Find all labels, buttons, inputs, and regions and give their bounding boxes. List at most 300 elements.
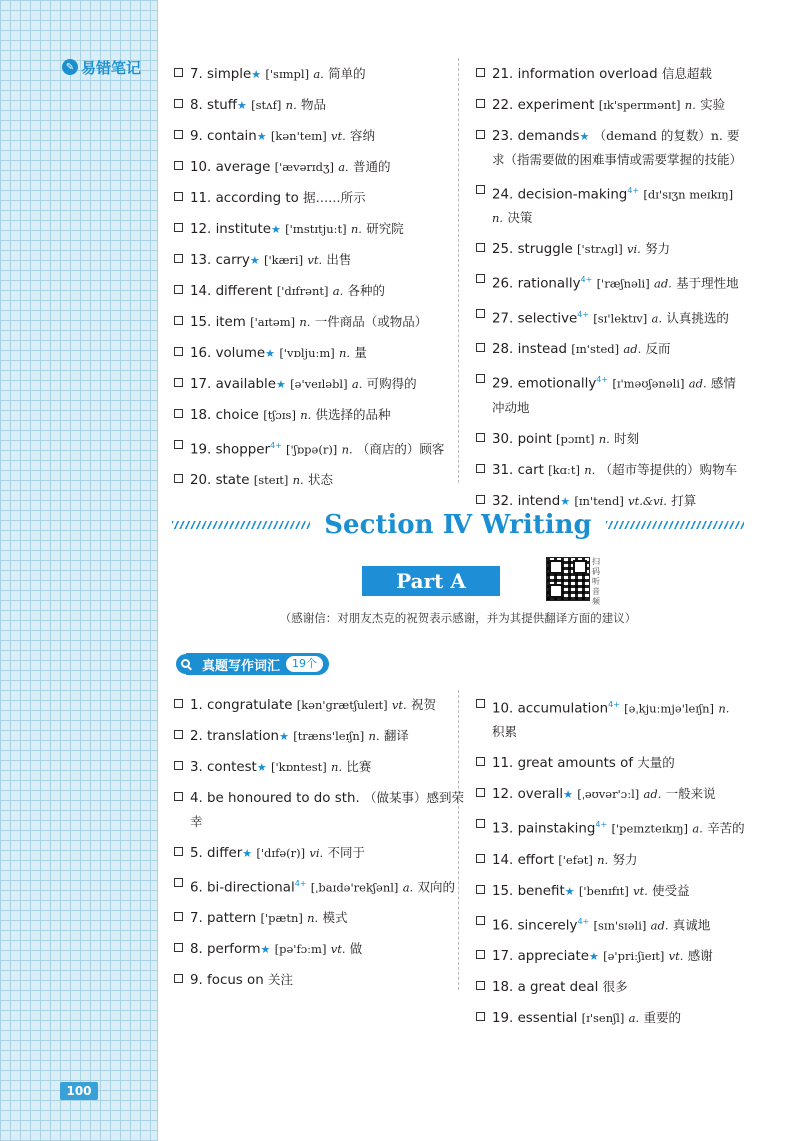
entry-phonetic: ['vɒljuːm]: [279, 346, 335, 360]
entry-word: differ: [207, 846, 243, 861]
checkbox-icon[interactable]: [174, 347, 183, 356]
word-entry: [174, 906, 464, 930]
entry-number: 10.: [492, 701, 514, 717]
checkbox-icon[interactable]: [476, 981, 485, 990]
entry-meaning: 各种的: [347, 283, 386, 298]
entry-part-of-speech: n.: [492, 211, 504, 226]
entry-meaning: 实验: [700, 97, 726, 112]
entry-number: 11.: [190, 191, 212, 206]
entry-part-of-speech: a.: [332, 284, 344, 298]
word-entry: [476, 427, 746, 451]
checkbox-icon[interactable]: [476, 819, 485, 828]
entry-phonetic: ['kɒntest]: [270, 760, 327, 774]
entry-phonetic: ['efət]: [558, 852, 593, 867]
entry-phonetic: [ɪk'sperɪmənt]: [598, 98, 681, 112]
entry-phonetic: [træns'leɪʃn]: [293, 729, 365, 743]
checkbox-icon[interactable]: [476, 68, 485, 77]
entry-word: choice: [215, 408, 259, 423]
entry-word: cart: [517, 462, 544, 478]
entry-word: volume: [215, 346, 266, 361]
word-entry: [476, 848, 746, 872]
entry-number: 17.: [492, 949, 514, 965]
entry-word: focus on: [207, 973, 264, 989]
entry-phonetic: ['benɪfɪt]: [578, 883, 629, 898]
entry-meaning: 做: [349, 941, 363, 957]
checkbox-icon[interactable]: [174, 878, 183, 887]
entry-part-of-speech: a.: [692, 821, 703, 836]
entry-number: 3.: [190, 760, 203, 775]
checkbox-icon[interactable]: [174, 378, 183, 387]
entry-number: 9.: [190, 973, 203, 989]
entry-phonetic: ['dɪfrənt]: [276, 284, 329, 298]
heading-rule-left: [172, 521, 310, 529]
checkbox-icon[interactable]: [476, 243, 485, 252]
entry-meaning: 努力: [612, 851, 638, 867]
entry-meaning: 使受益: [652, 882, 690, 898]
checkbox-icon[interactable]: [476, 274, 485, 283]
checkbox-icon[interactable]: [174, 130, 183, 139]
checkbox-icon[interactable]: [476, 788, 485, 797]
entry-word: be honoured to do sth.: [207, 791, 360, 806]
entry-meaning: （超市等提供的）购物车: [599, 461, 738, 477]
vocab-title: 真题写作词汇: [202, 658, 281, 674]
checkbox-icon[interactable]: [174, 474, 183, 483]
entry-part-of-speech: ad.: [650, 918, 669, 933]
entry-meaning: 供选择的品种: [315, 407, 391, 422]
entry-word: overall: [517, 787, 564, 803]
entry-phonetic: [əˌkjuːmjə'leɪʃn]: [624, 701, 715, 716]
section-title: Section Ⅳ Writing: [324, 510, 592, 540]
entry-phonetic: ['kæri]: [263, 253, 304, 267]
entry-number: 18.: [190, 408, 212, 423]
entry-phonetic: [kən'grætʃuleɪt]: [296, 698, 388, 712]
entry-number: 12.: [492, 787, 514, 803]
checkbox-icon[interactable]: [476, 309, 485, 318]
entry-meaning: 模式: [322, 910, 348, 926]
frequency-mark-icon: 4+: [577, 916, 590, 926]
entry-number: 4.: [190, 791, 203, 806]
entry-phonetic: [ɪ'məʊʃənəli]: [612, 376, 685, 391]
entry-part-of-speech: n.: [300, 408, 312, 422]
word-entry: [174, 341, 464, 365]
search-icon: [176, 654, 196, 674]
entry-part-of-speech: a.: [628, 1011, 640, 1026]
entry-word: rationally: [517, 276, 581, 292]
entry-word: institute: [215, 222, 271, 237]
important-star-icon: ★: [242, 847, 253, 860]
entry-part-of-speech: vt.: [307, 253, 323, 267]
word-entry: [174, 124, 464, 148]
bottom-left-word-list: [174, 693, 464, 999]
checkbox-icon[interactable]: [476, 885, 485, 894]
entry-phonetic: ['dɪfə(r)]: [256, 846, 306, 860]
entry-phonetic: [kən'teɪn]: [270, 129, 327, 143]
entry-part-of-speech: n.: [341, 442, 353, 457]
entry-number: 19.: [190, 442, 212, 458]
word-entry: [476, 237, 746, 261]
word-entry: [174, 186, 464, 210]
entry-meaning: 可购得的: [366, 376, 417, 391]
checkbox-icon[interactable]: [476, 374, 485, 383]
frequency-mark-icon: 4+: [595, 820, 608, 830]
entry-part-of-speech: n.: [684, 98, 696, 112]
word-entry: [476, 337, 746, 361]
entry-word: emotionally: [517, 376, 597, 392]
entry-word: essential: [517, 1011, 578, 1027]
checkbox-icon[interactable]: [476, 130, 485, 139]
entry-number: 7.: [190, 911, 203, 927]
important-star-icon: ★: [579, 130, 590, 143]
entry-meaning: 一般来说: [665, 786, 716, 802]
entry-phonetic: ['ʃɒpə(r)]: [286, 442, 338, 457]
checkbox-icon[interactable]: [174, 316, 183, 325]
top-right-word-list: [476, 62, 746, 520]
entry-part-of-speech: ad.: [688, 376, 707, 391]
entry-part-of-speech: a.: [338, 160, 349, 174]
word-entry: [174, 786, 464, 834]
entry-meaning: 努力: [645, 241, 671, 257]
word-entry: [476, 944, 746, 968]
entry-meaning: 不同于: [327, 845, 365, 860]
entry-meaning: （demand 的复数）n. 要求（指需要做的困难事情或需要掌握的技能）: [492, 128, 743, 167]
checkbox-icon[interactable]: [174, 730, 183, 739]
entry-part-of-speech: ad.: [653, 276, 672, 291]
entry-word: item: [215, 315, 246, 330]
notes-margin-grid: [0, 0, 158, 1141]
entry-word: a great deal: [517, 980, 599, 996]
entry-part-of-speech: vt.: [633, 883, 648, 898]
entry-part-of-speech: ad.: [623, 342, 642, 357]
entry-number: 10.: [190, 160, 212, 175]
word-entry: [174, 724, 464, 748]
entry-number: 2.: [190, 729, 203, 744]
important-star-icon: ★: [265, 347, 276, 360]
notes-logo-text: 易错笔记: [81, 58, 142, 77]
entry-phonetic: [ɪn'tend]: [574, 493, 624, 508]
entry-phonetic: ['sɪmpl]: [265, 67, 310, 81]
vocab-header: [176, 653, 329, 675]
entry-number: 21.: [492, 67, 514, 82]
entry-word: bi-directional: [207, 880, 295, 896]
entry-number: 29.: [492, 376, 514, 392]
entry-part-of-speech: vt.&vi.: [628, 493, 667, 508]
entry-part-of-speech: n.: [299, 315, 311, 329]
checkbox-icon[interactable]: [174, 99, 183, 108]
entry-word: experiment: [517, 98, 595, 113]
word-entry: [476, 751, 746, 775]
entry-phonetic: [steɪt]: [253, 473, 289, 488]
word-entry: [174, 841, 464, 865]
checkbox-icon[interactable]: [174, 974, 183, 983]
word-entry: [476, 303, 746, 330]
entry-phonetic: [stʌf]: [251, 98, 282, 112]
entry-phonetic: ['aɪtəm]: [250, 315, 296, 329]
qr-code-icon[interactable]: [546, 557, 590, 601]
entry-phonetic: [dɪ'sɪʒn meɪkɪŋ]: [643, 187, 734, 202]
entry-meaning: 普通的: [352, 159, 391, 174]
word-entry: [174, 62, 464, 86]
frequency-mark-icon: 4+: [580, 275, 593, 285]
entry-word: congratulate: [207, 698, 293, 713]
pen-circle-icon: ✎: [62, 59, 78, 75]
checkbox-icon[interactable]: [174, 223, 183, 232]
entry-number: 13.: [190, 253, 212, 268]
entry-part-of-speech: n.: [584, 462, 596, 477]
checkbox-icon[interactable]: [476, 433, 485, 442]
column-divider: [458, 690, 459, 990]
important-star-icon: ★: [256, 130, 267, 143]
entry-meaning: （做某事）感到荣幸: [190, 790, 464, 829]
word-entry: [174, 403, 464, 427]
entry-number: 8.: [190, 942, 203, 958]
entry-word: perform: [207, 942, 261, 958]
word-entry: [476, 975, 746, 999]
entry-part-of-speech: vi.: [626, 242, 641, 257]
entry-meaning: 翻译: [383, 728, 409, 743]
entry-part-of-speech: n.: [718, 701, 730, 716]
section-heading: [172, 505, 744, 545]
entry-meaning: 重要的: [643, 1010, 681, 1026]
entry-part-of-speech: a.: [351, 377, 363, 391]
entry-word: stuff: [207, 98, 237, 113]
entry-meaning: 状态: [307, 472, 333, 488]
entry-meaning: 一件商品（或物品）: [314, 314, 428, 329]
entry-meaning: 大量的: [637, 755, 675, 771]
entry-part-of-speech: n.: [350, 222, 362, 236]
entry-word: simple: [207, 67, 252, 82]
word-entry: [476, 179, 746, 230]
word-entry: [476, 910, 746, 937]
entry-phonetic: [ɪn'sted]: [571, 342, 620, 357]
checkbox-icon[interactable]: [174, 792, 183, 801]
entry-number: 26.: [492, 276, 514, 292]
entry-phonetic: [sɪn'sɪəli]: [593, 918, 647, 933]
checkbox-icon[interactable]: [476, 757, 485, 766]
word-entry: [476, 693, 746, 744]
entry-meaning: 基于理性地: [676, 275, 739, 291]
checkbox-icon[interactable]: [174, 761, 183, 770]
important-star-icon: ★: [560, 494, 571, 508]
frequency-mark-icon: 4+: [608, 700, 620, 709]
entry-meaning: 打算: [671, 492, 697, 508]
entry-phonetic: ['strʌgl]: [577, 242, 623, 257]
entry-number: 30.: [492, 431, 514, 447]
checkbox-icon[interactable]: [476, 99, 485, 108]
entry-phonetic: [tʃɔɪs]: [263, 408, 296, 422]
entry-meaning: 关注: [267, 972, 293, 988]
entry-number: 15.: [492, 883, 514, 899]
word-entry: [174, 155, 464, 179]
entry-number: 31.: [492, 462, 514, 478]
entry-part-of-speech: n.: [339, 346, 351, 360]
entry-word: pattern: [207, 911, 257, 927]
entry-phonetic: [ɪ'senʃl]: [581, 1011, 625, 1026]
checkbox-icon[interactable]: [476, 699, 485, 708]
entry-number: 9.: [190, 129, 203, 144]
entry-phonetic: [ə'priːʃieɪt]: [603, 949, 665, 964]
checkbox-icon[interactable]: [174, 192, 183, 201]
checkbox-icon[interactable]: [476, 343, 485, 352]
entry-phonetic: [ə'veɪləbl]: [290, 377, 348, 391]
qr-label: 扫码听音频: [592, 557, 600, 606]
entry-number: 24.: [492, 187, 514, 203]
entry-word: translation: [207, 729, 280, 744]
word-entry: [174, 872, 464, 899]
important-star-icon: ★: [564, 884, 575, 898]
entry-number: 27.: [492, 311, 514, 327]
entry-word: instead: [517, 342, 567, 358]
important-star-icon: ★: [256, 761, 267, 774]
entry-number: 28.: [492, 342, 514, 358]
important-star-icon: ★: [589, 950, 599, 964]
checkbox-icon[interactable]: [174, 943, 183, 952]
entry-part-of-speech: a.: [313, 67, 324, 81]
checkbox-icon[interactable]: [174, 161, 183, 170]
entry-number: 11.: [492, 756, 514, 772]
entry-meaning: 简单的: [328, 66, 366, 81]
word-entry: [174, 468, 464, 492]
entry-word: benefit: [517, 883, 565, 899]
checkbox-icon[interactable]: [174, 285, 183, 294]
entry-meaning: 祝贺: [410, 697, 436, 712]
entry-number: 22.: [492, 98, 514, 113]
entry-part-of-speech: n.: [331, 760, 343, 774]
entry-number: 14.: [190, 284, 212, 299]
entry-number: 16.: [190, 346, 212, 361]
checkbox-icon[interactable]: [476, 1012, 485, 1021]
entry-word: carry: [215, 253, 250, 268]
entry-number: 19.: [492, 1011, 514, 1027]
entry-word: selective: [517, 311, 578, 327]
checkbox-icon[interactable]: [174, 912, 183, 921]
checkbox-icon[interactable]: [174, 699, 183, 708]
entry-phonetic: ['ræʃnəli]: [596, 276, 650, 291]
frequency-mark-icon: 4+: [596, 375, 609, 385]
entry-number: 32.: [492, 493, 514, 509]
entry-part-of-speech: vt.: [668, 949, 684, 964]
entry-word: appreciate: [517, 949, 589, 965]
checkbox-icon[interactable]: [476, 495, 485, 504]
entry-number: 25.: [492, 242, 514, 258]
entry-meaning: 容纳: [350, 128, 376, 143]
entry-word: demands: [517, 129, 580, 144]
entry-number: 1.: [190, 698, 203, 713]
word-entry: [476, 813, 746, 840]
entry-part-of-speech: vt.: [391, 698, 407, 712]
entry-part-of-speech: ad.: [643, 787, 662, 802]
column-divider: [458, 58, 459, 483]
word-entry: [476, 1006, 746, 1030]
checkbox-icon[interactable]: [174, 440, 183, 449]
word-entry: [476, 458, 746, 482]
entry-meaning: 真诚地: [672, 917, 711, 933]
important-star-icon: ★: [260, 943, 271, 957]
important-star-icon: ★: [279, 730, 289, 743]
entry-part-of-speech: vt.: [331, 129, 346, 143]
entry-meaning: （商店的）顾客: [356, 441, 445, 457]
word-entry: [174, 968, 464, 992]
important-star-icon: ★: [249, 254, 260, 267]
word-entry: [476, 93, 746, 117]
word-entry: [174, 217, 464, 241]
entry-phonetic: ['ævərɪdʒ]: [274, 160, 334, 174]
word-entry: [174, 310, 464, 334]
entry-part-of-speech: n.: [368, 729, 380, 743]
heading-rule-right: [606, 521, 744, 529]
notes-logo: [62, 58, 141, 76]
word-entry: [174, 279, 464, 303]
entry-phonetic: [pə'fɔːm]: [274, 942, 327, 957]
entry-phonetic: [pɔɪnt]: [555, 431, 595, 446]
entry-meaning: 量: [354, 345, 367, 360]
entry-meaning: 决策: [507, 210, 533, 226]
checkbox-icon[interactable]: [174, 68, 183, 77]
entry-meaning: 据……所示: [303, 190, 366, 205]
checkbox-icon[interactable]: [476, 464, 485, 473]
checkbox-icon[interactable]: [476, 854, 485, 863]
entry-meaning: 感谢: [687, 948, 713, 964]
entry-number: 23.: [492, 129, 514, 144]
entry-meaning: 反而: [645, 341, 671, 357]
entry-phonetic: ['peɪnzteɪkɪŋ]: [611, 821, 689, 836]
word-entry: [174, 248, 464, 272]
entry-part-of-speech: n.: [285, 98, 297, 112]
entry-number: 17.: [190, 377, 212, 392]
entry-word: point: [517, 431, 552, 447]
entry-part-of-speech: a.: [402, 880, 414, 895]
frequency-mark-icon: 4+: [577, 309, 590, 319]
entry-number: 20.: [190, 473, 212, 489]
entry-meaning: 比赛: [346, 759, 372, 774]
entry-number: 18.: [492, 980, 514, 996]
entry-phonetic: [kɑːt]: [548, 462, 580, 477]
entry-meaning: 信息超载: [661, 66, 712, 81]
entry-word: available: [215, 377, 277, 392]
entry-number: 13.: [492, 821, 514, 837]
entry-word: average: [215, 160, 271, 175]
checkbox-icon[interactable]: [174, 409, 183, 418]
entry-meaning: 研究院: [366, 221, 404, 236]
important-star-icon: ★: [237, 99, 247, 112]
entry-part-of-speech: n.: [307, 911, 319, 926]
entry-word: intend: [517, 493, 561, 509]
checkbox-icon[interactable]: [174, 847, 183, 856]
checkbox-icon[interactable]: [476, 916, 485, 925]
entry-word: decision-making: [517, 187, 628, 203]
entry-part-of-speech: n.: [597, 852, 609, 867]
entry-word: different: [215, 284, 273, 299]
entry-phonetic: [ˌbaɪdə'rekʃənl]: [310, 880, 399, 895]
entry-word: accumulation: [517, 701, 609, 717]
word-entry: [174, 372, 464, 396]
vocab-count-badge: 19个: [286, 656, 323, 672]
entry-meaning: 认真挑选的: [666, 310, 729, 326]
entry-number: 6.: [190, 880, 203, 896]
important-star-icon: ★: [563, 788, 573, 802]
vocab-title-pill: [186, 653, 329, 675]
checkbox-icon[interactable]: [174, 254, 183, 263]
entry-word: sincerely: [517, 918, 578, 934]
word-entry: [476, 782, 746, 806]
checkbox-icon[interactable]: [476, 185, 485, 194]
entry-part-of-speech: vi.: [309, 846, 324, 860]
word-entry: [174, 434, 464, 461]
checkbox-icon[interactable]: [476, 950, 485, 959]
entry-meaning: 很多: [602, 979, 628, 995]
entry-part-of-speech: n.: [292, 473, 304, 488]
entry-number: 7.: [190, 67, 203, 82]
entry-phonetic: [sɪ'lektɪv]: [593, 311, 648, 326]
